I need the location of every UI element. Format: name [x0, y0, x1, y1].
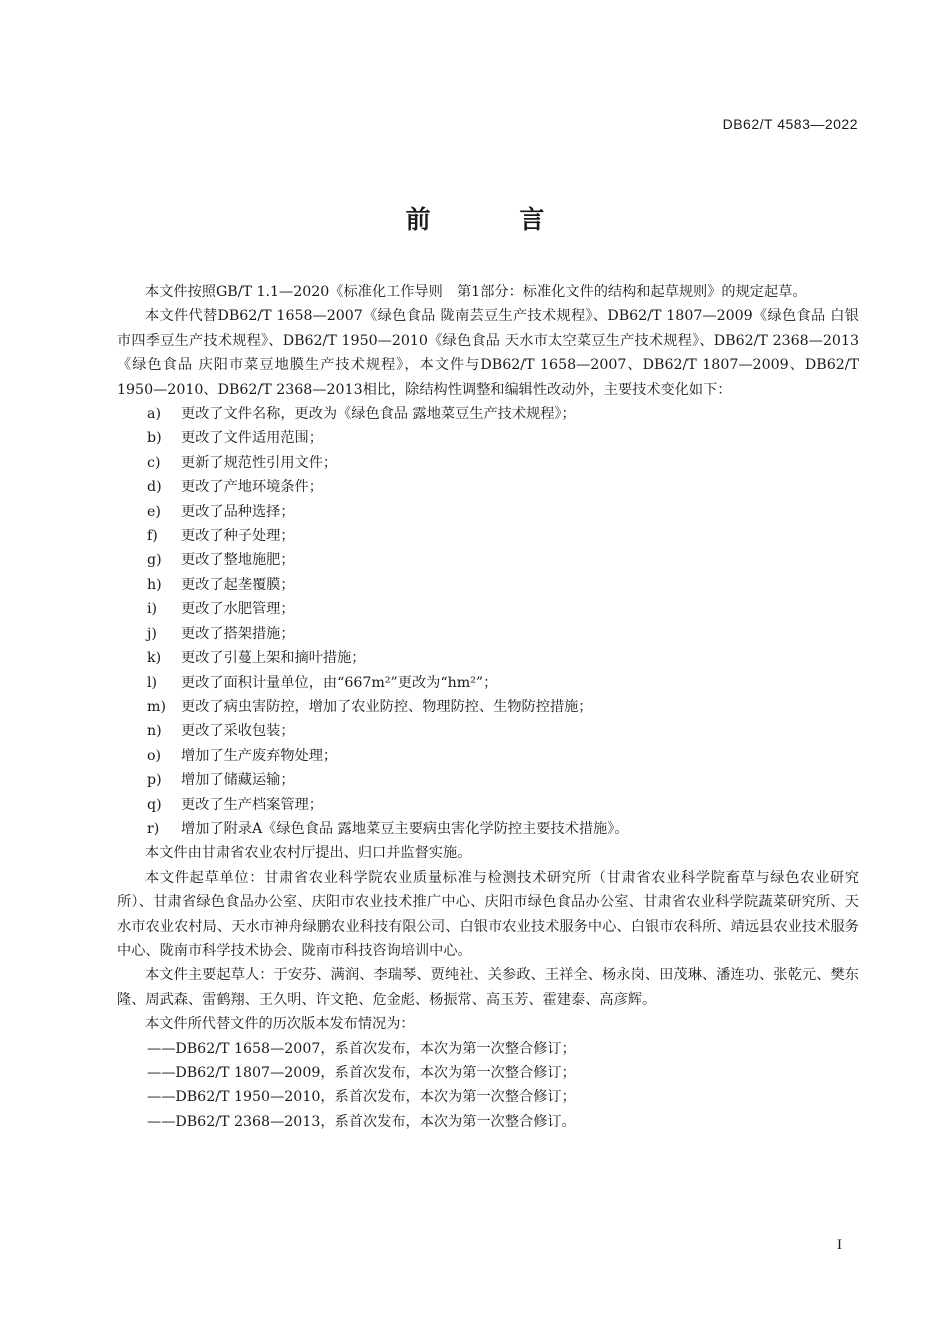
changes-list — [117, 402, 859, 841]
list-item: q) 更改了生产档案管理； — [147, 796, 323, 813]
list-item: e) 更改了品种选择； — [147, 503, 295, 520]
list-item: r) 增加了附录A《绿色食品 露地菜豆主要病虫害化学防控主要技术措施》。 — [147, 820, 629, 837]
paragraph-drafting-rule: 本文件按照GB/T 1.1—2020《标准化工作导则 第1部分：标准化文件的结构和起草规则》的规定起草。 — [145, 284, 807, 300]
history-item: ——DB62/T 2368—2013，系首次发布，本次为第一次整合修订。 — [147, 1113, 576, 1130]
paragraph-history-intro: 本文件所代替文件的历次版本发布情况为： — [145, 1016, 415, 1033]
list-item: p) 增加了储藏运输； — [147, 772, 295, 789]
list-item: h) 更改了起垄覆膜； — [147, 576, 295, 593]
page-number: I — [837, 1237, 842, 1253]
history-item: ——DB62/T 1658—2007，系首次发布，本次为第一次整合修订； — [147, 1040, 576, 1057]
paragraph-proposer: 本文件由甘肃省农业农村厅提出、归口并监督实施。 — [145, 845, 472, 862]
list-item: l) 更改了面积计量单位，由“667m²”更改为“hm²”； — [147, 674, 498, 691]
list-item: j) 更改了搭架措施； — [147, 625, 295, 642]
page-title: 前 言 — [405, 205, 585, 234]
list-item: k) 更改了引蔓上架和摘叶措施； — [147, 650, 366, 667]
list-item: b) 更改了文件适用范围； — [147, 430, 323, 447]
list-item: m) 更改了病虫害防控，增加了农业防控、物理防控、生物防控措施； — [147, 698, 593, 715]
list-item: a) 更改了文件名称，更改为《绿色食品 露地菜豆生产技术规程》； — [147, 406, 576, 423]
list-item: i) 更改了水肥管理； — [147, 601, 295, 618]
paragraph-drafters: 本文件主要起草人：于安芬、满润、李瑞琴、贾纯社、关参政、王祥全、杨永岗、田茂琳、潘连功、张乾元、樊东隆、周武森、雷鹤翔、王久明、许文艳、危金彪、杨振常、高玉芳、霍建泰、高彦辉。 — [117, 967, 859, 1008]
document-code: DB62/T 4583—2022 — [722, 116, 858, 132]
paragraph-drafting-units: 本文件起草单位：甘肃省农业科学院农业质量标准与检测技术研究所（甘肃省农业科学院畜草与绿色农业研究所）、甘肃省绿色食品办公室、庆阳市农业技术推广中心、庆阳市绿色食品办公室、甘肃省农业科学院蔬菜研究所、天水市农业农村局、天水市神舟绿鹏农业科技有限公司、白银市农业技术服务中心、白银市农科所、靖远县农业技术服务中心、陇南市科学技术协会、陇南市科技咨询培训中心。 — [117, 869, 859, 959]
list-item: o) 增加了生产废弃物处理； — [147, 747, 338, 764]
list-item: n) 更改了采收包装； — [147, 723, 295, 740]
paragraph-replacement: 本文件代替DB62/T 1658—2007《绿色食品 陇南芸豆生产技术规程》、DB62/T 1807—2009《绿色食品 白银市四季豆生产技术规程》、DB62/T 1950—2010《绿色食品 天水市太空菜豆生产技术规程》、DB62/T 2368—2013《绿色食品 庆阳市菜豆地膜生产技术规程》，本文件与DB62/T 1658—2007、DB62/T 1807—2009、DB62/T 1950—2010、DB62/T 2368—2013相比，除结构性调整和编辑性改动外，主要技术变化如下： — [117, 308, 859, 398]
list-item: d) 更改了产地环境条件； — [147, 479, 323, 496]
list-item: f) 更改了种子处理； — [147, 528, 295, 545]
history-item: ——DB62/T 1950—2010，系首次发布，本次为第一次整合修订； — [147, 1089, 576, 1106]
foreword-body — [117, 280, 859, 1134]
list-item: c) 更新了规范性引用文件； — [147, 454, 338, 471]
list-item: g) 更改了整地施肥； — [147, 552, 295, 569]
history-item: ——DB62/T 1807—2009，系首次发布，本次为第一次整合修订； — [147, 1065, 576, 1081]
